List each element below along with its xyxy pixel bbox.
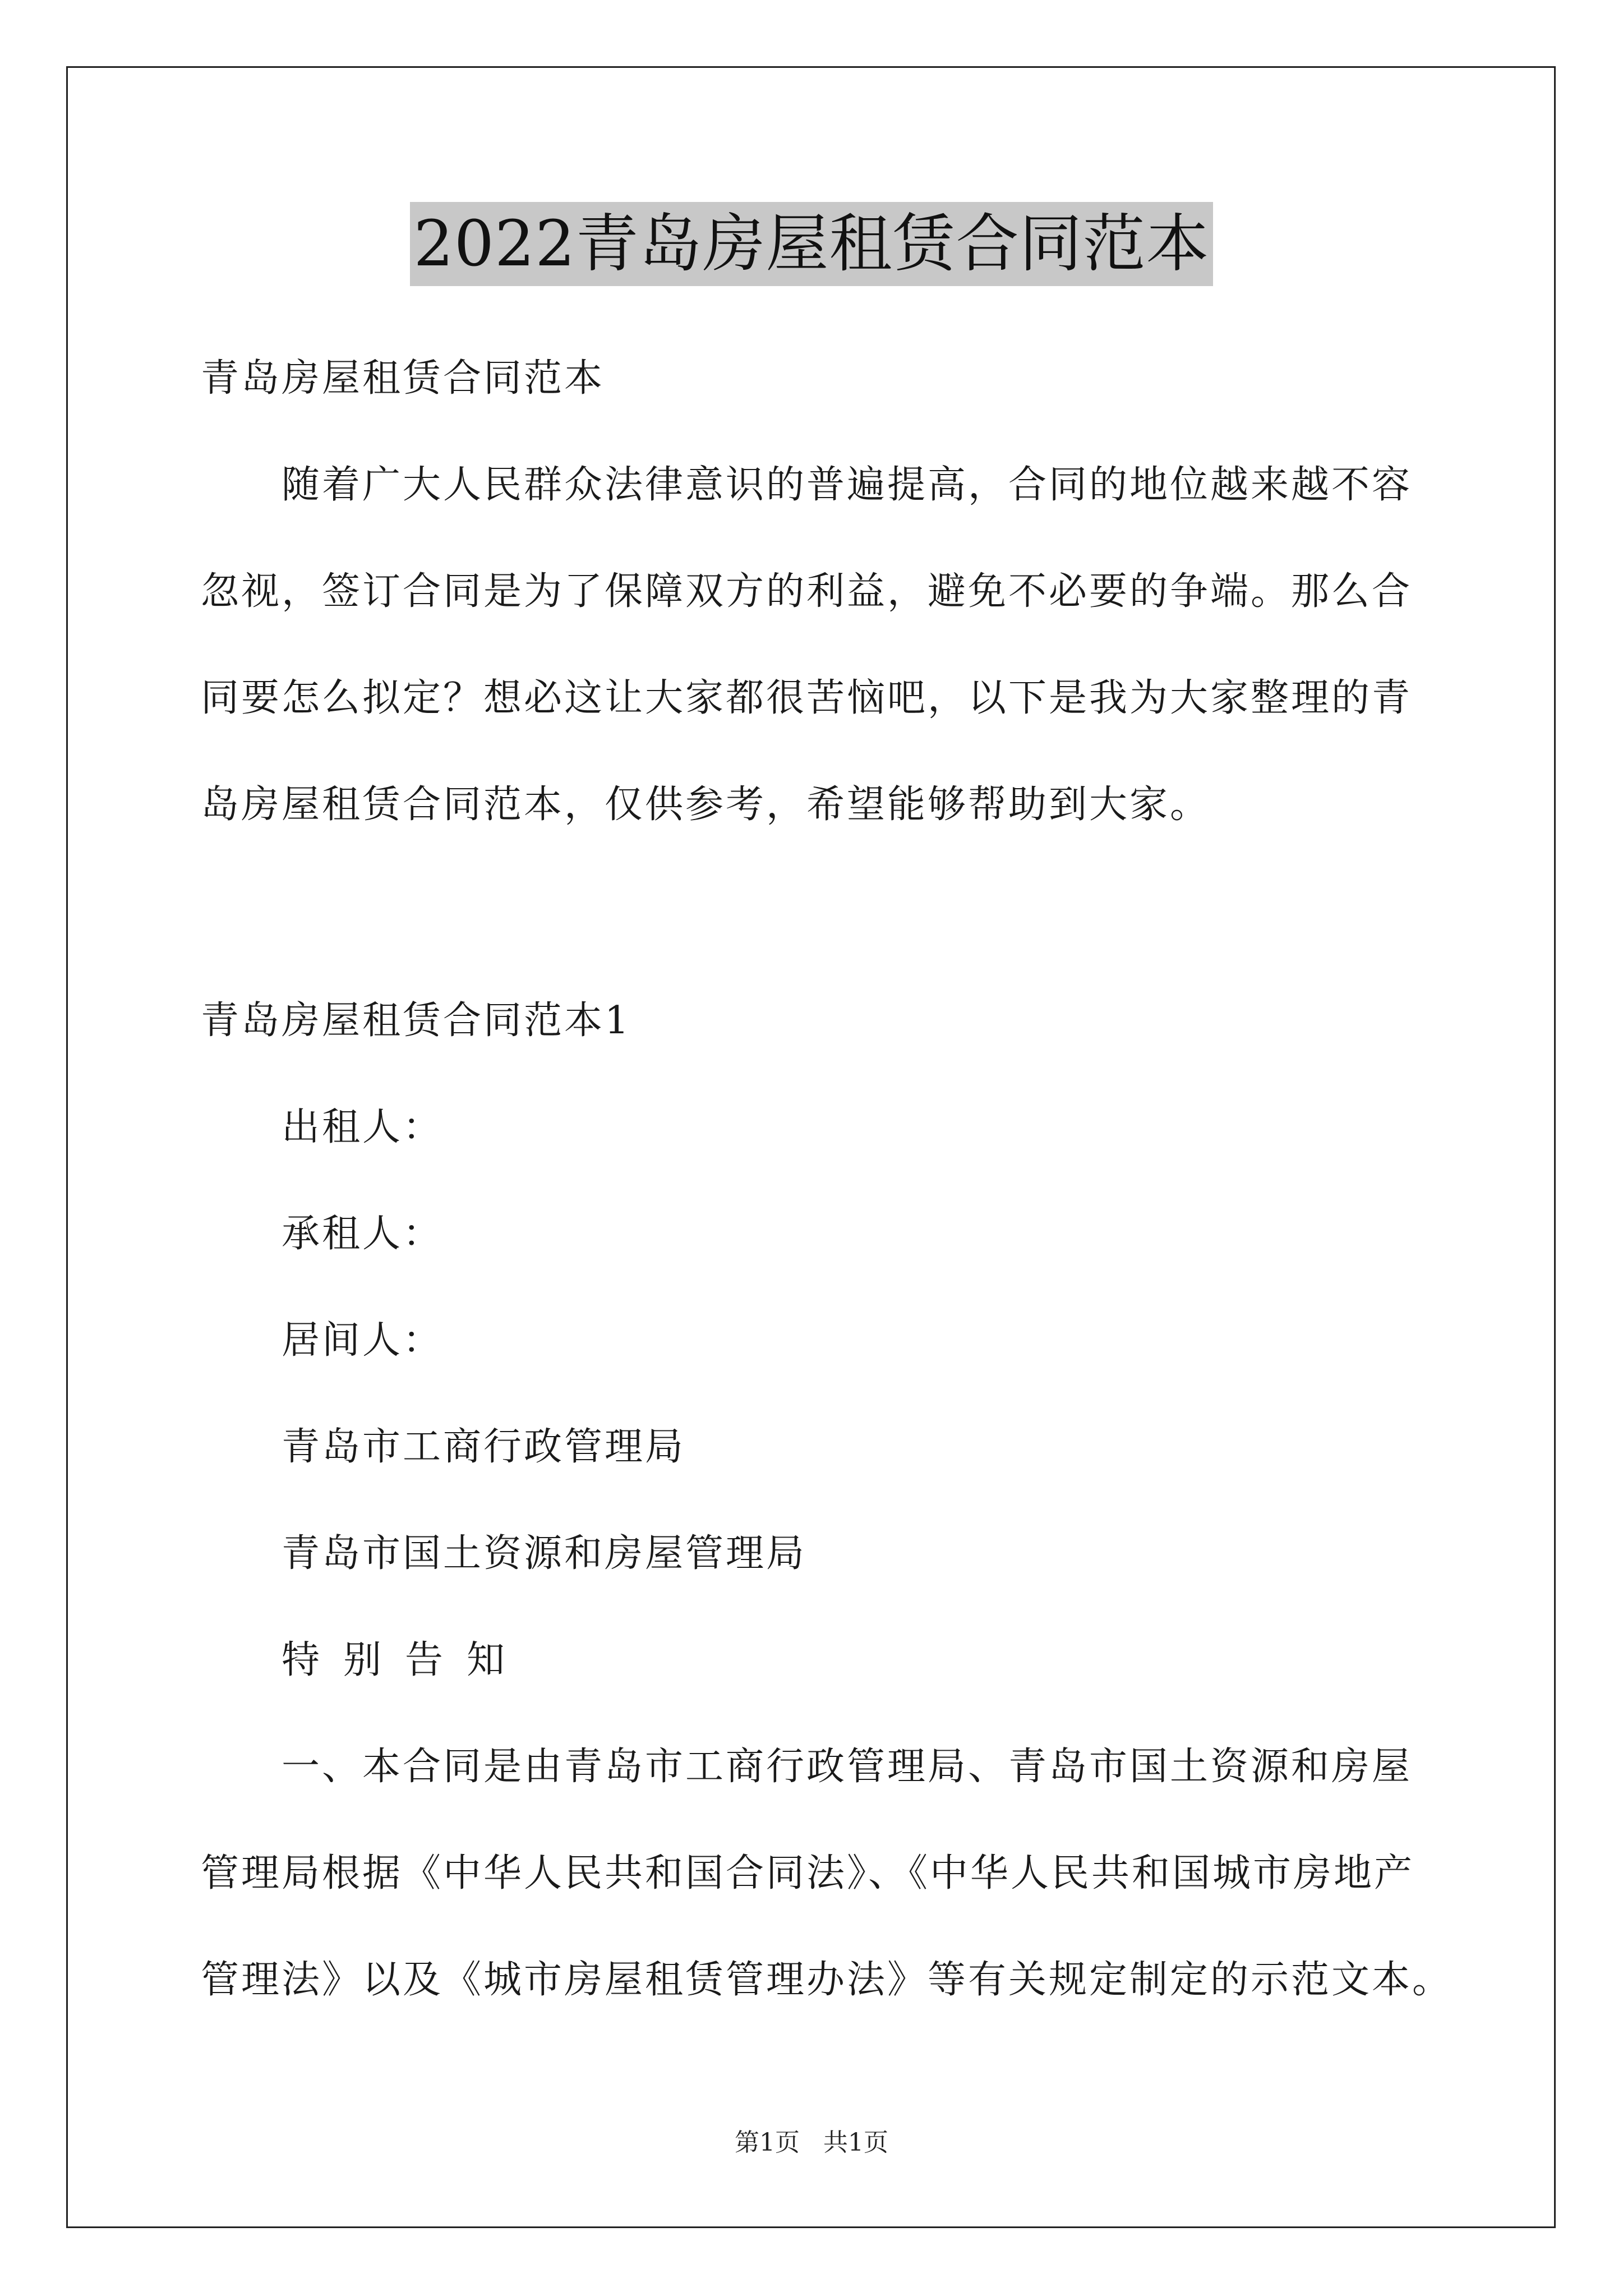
title-container: [0, 202, 1623, 286]
page-number: 第1页: [735, 2128, 800, 2157]
document-title: 2022青岛房屋租赁合同范本: [410, 202, 1212, 286]
subtitle-line: 青岛房屋租赁合同范本: [201, 356, 605, 401]
party-lessee-label: 承租人：: [282, 1212, 444, 1256]
paragraph-line: 管理法》以及《城市房屋租赁管理办法》等有关规定制定的示范文本。: [201, 1958, 1453, 2002]
paragraph-line: 同要怎么拟定？想必这让大家都很苦恼吧，以下是我为大家整理的青: [201, 676, 1413, 720]
page-footer: [0, 2126, 1623, 2160]
party-intermediary-label: 居间人：: [282, 1318, 444, 1363]
issuer-line: 青岛市国土资源和房屋管理局: [282, 1531, 807, 1576]
notice-heading: 特别告知: [282, 1638, 529, 1682]
party-lessor-label: 出租人：: [282, 1105, 444, 1149]
paragraph-line: 随着广大人民群众法律意识的普遍提高，合同的地位越来越不容: [282, 463, 1413, 507]
issuer-line: 青岛市工商行政管理局: [282, 1425, 686, 1469]
paragraph-line: 忽视，签订合同是为了保障双方的利益，避免不必要的争端。那么合: [201, 569, 1413, 614]
paragraph-line: 岛房屋租赁合同范本，仅供参考，希望能够帮助到大家。: [201, 783, 1211, 827]
section-heading: 青岛房屋租赁合同范本1: [201, 999, 631, 1043]
paragraph-line: 一、本合同是由青岛市工商行政管理局、青岛市国土资源和房屋: [282, 1745, 1413, 1789]
paragraph-line: 管理局根据《中华人民共和国合同法》、《中华人民共和国城市房地产: [201, 1851, 1415, 1895]
page-total: 共1页: [823, 2128, 888, 2157]
